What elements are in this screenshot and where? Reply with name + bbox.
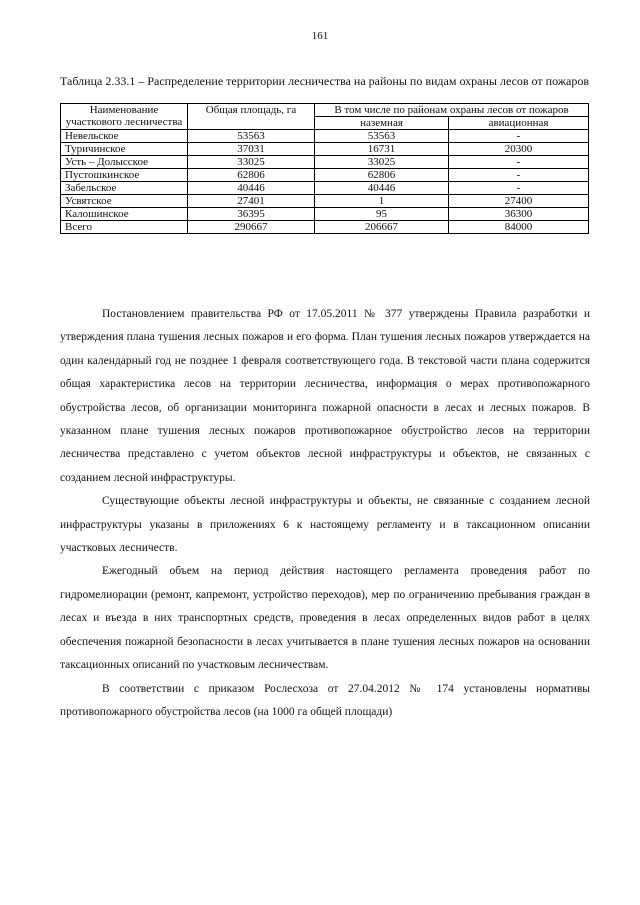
table-row [61,143,589,156]
header-aviation: авиационная [449,117,589,130]
table-row [61,208,589,221]
paragraph: Постановлением правительства РФ от 17.05.2011 № 377 утверждены Правила разработки и утверждения плана тушения лесных пожаров и его форма. План тушения лесных пожаров утверждается на один календарный год не позднее 1 февраля соответствующего года. В текстовой части плана содержится общая характеристика лесов на территории лесничества, информация о мерах противопожарного обустройства лесов, об организации мониторинга пожарной опасности в лесах и лесных пожаров. В указанном плане тушения лесных пожаров противопожарное обустройство лесов на территории лесничества представлено с учетом объектов лесной инфраструктуры и объектов, не связанных с созданием лесной инфраструктуры. [60,308,590,484]
cell-aviation: 20300 [449,143,589,156]
table-body [61,130,589,234]
paragraph: Ежегодный объем на период действия настоящего регламента проведения работ по гидромелиорации (ремонт, капремонт, устройство переходов), мер по ограничению пребывания граждан в лесах и въезда в них транспортных средств, проведения в лесах определенных видов работ в целях обеспечения пожарной безопасности в лесах учитывается в плане тушения лесных пожаров на основании таксационных описаний по участковым лесничествам. [60,565,590,672]
table-row [61,195,589,208]
cell-name: Невельское [61,130,188,143]
paragraph: Существующие объекты лесной инфраструктуры и объекты, не связанные с созданием лесной инфраструктуры указаны в приложениях 6 к настоящему регламенту и в таксационном описании участковых лесничеств. [60,495,590,555]
table-header-row [61,104,589,117]
cell-name: Забельское [61,182,188,195]
header-by-region: В том числе по районам охраны лесов от пожаров [315,104,589,117]
cell-ground: 62806 [315,169,449,182]
cell-total: 290667 [188,221,315,234]
table-row [61,130,589,143]
cell-total: 27401 [188,195,315,208]
table-row [61,169,589,182]
cell-ground: 33025 [315,156,449,169]
cell-aviation: 27400 [449,195,589,208]
header-area: Общая площадь, га [188,104,315,130]
cell-aviation: - [449,182,589,195]
paragraph: В соответствии с приказом Рослесхоза от 27.04.2012 № 174 установлены нормативы противопожарного обустройства лесов (на 1000 га общей площади) [60,682,590,718]
cell-name: Пустошкинское [61,169,188,182]
cell-name: Туричинское [61,143,188,156]
cell-aviation: 84000 [449,221,589,234]
body-text [60,303,590,724]
header-name: Наименование участкового лесничества [61,104,188,130]
table-caption: Таблица 2.33.1 – Распределение территории лесничества на районы по видам охраны лесов от пожаров [60,74,590,88]
forest-protection-table [60,103,589,234]
cell-ground: 40446 [315,182,449,195]
cell-ground: 53563 [315,130,449,143]
cell-ground: 1 [315,195,449,208]
cell-name: Усвятское [61,195,188,208]
table-row [61,156,589,169]
cell-name: Калошинское [61,208,188,221]
cell-name: Всего [61,221,188,234]
cell-ground: 16731 [315,143,449,156]
cell-total: 36395 [188,208,315,221]
cell-aviation: - [449,130,589,143]
cell-aviation: - [449,156,589,169]
cell-total: 33025 [188,156,315,169]
cell-total: 40446 [188,182,315,195]
table-row [61,221,589,234]
page-number: 161 [311,30,329,42]
cell-ground: 95 [315,208,449,221]
cell-aviation: - [449,169,589,182]
cell-ground: 206667 [315,221,449,234]
cell-total: 37031 [188,143,315,156]
cell-total: 53563 [188,130,315,143]
cell-total: 62806 [188,169,315,182]
header-ground: наземная [315,117,449,130]
cell-aviation: 36300 [449,208,589,221]
table-row [61,182,589,195]
cell-name: Усть – Долысское [61,156,188,169]
